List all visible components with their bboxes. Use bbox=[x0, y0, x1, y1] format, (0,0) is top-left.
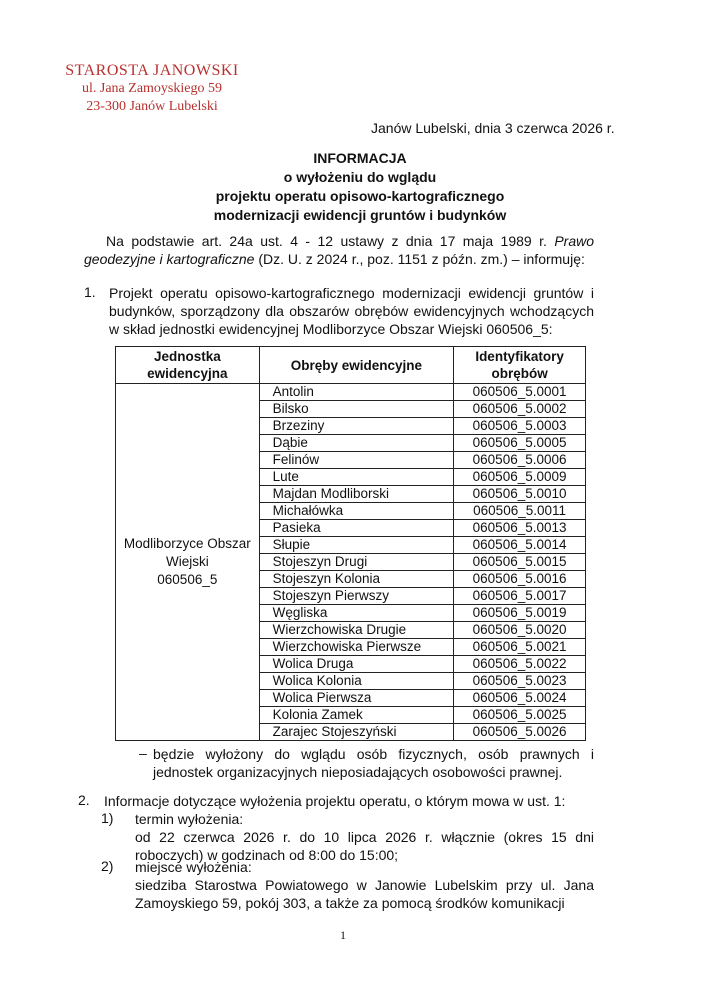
header-precincts: Obręby ewidencyjne bbox=[259, 347, 454, 384]
precinct-id: 060506_5.0019 bbox=[454, 605, 586, 622]
precinct-id: 060506_5.0017 bbox=[454, 588, 586, 605]
table-header-row bbox=[116, 347, 586, 384]
heading-title: INFORMACJA bbox=[313, 150, 407, 166]
precinct-name: Stojeszyn Kolonia bbox=[259, 571, 454, 588]
precinct-name: Michałówka bbox=[259, 503, 454, 520]
item-2-label: miejsce wyłożenia: bbox=[135, 859, 252, 875]
stamp-city: 23-300 Janów Lubelski bbox=[86, 99, 218, 114]
stamp-street: ul. Jana Zamoyskiego 59 bbox=[82, 81, 222, 96]
precinct-name: Zarajec Stojeszyński bbox=[259, 724, 454, 741]
precinct-id: 060506_5.0015 bbox=[454, 554, 586, 571]
intro-paragraph bbox=[84, 232, 594, 268]
precinct-id: 060506_5.0016 bbox=[454, 571, 586, 588]
precinct-name: Antolin bbox=[259, 384, 454, 401]
precinct-id: 060506_5.0022 bbox=[454, 656, 586, 673]
precinct-name: Stojeszyn Pierwszy bbox=[259, 588, 454, 605]
precinct-name: Majdan Modliborski bbox=[259, 486, 454, 503]
unit-cell: Modliborzyce Obszar Wiejski 060506_5 bbox=[116, 384, 260, 741]
document-heading bbox=[120, 149, 600, 225]
precinct-id: 060506_5.0014 bbox=[454, 537, 586, 554]
section-2-number: 2. bbox=[78, 792, 90, 808]
precinct-id: 060506_5.0010 bbox=[454, 486, 586, 503]
precinct-name: Wolica Pierwsza bbox=[259, 690, 454, 707]
precinct-name: Wolica Kolonia bbox=[259, 673, 454, 690]
precinct-name: Słupie bbox=[259, 537, 454, 554]
header-identifiers: Identyfikatory obrębów bbox=[454, 347, 586, 384]
precinct-id: 060506_5.0009 bbox=[454, 469, 586, 486]
precinct-name: Wierzchowiska Drugie bbox=[259, 622, 454, 639]
header-unit: Jednostka ewidencyjna bbox=[116, 347, 260, 384]
precinct-id: 060506_5.0001 bbox=[454, 384, 586, 401]
precinct-name: Pasieka bbox=[259, 520, 454, 537]
precinct-name: Wierzchowiska Pierwsze bbox=[259, 639, 454, 656]
item-1-text: od 22 czerwca 2026 r. do 10 lipca 2026 r. włącznie (okres 15 dni roboczych) w godzinach od 8:00 do 15:00; bbox=[135, 829, 594, 863]
heading-line-2: o wyłożeniu do wglądu bbox=[283, 169, 437, 185]
item-1-number: 1) bbox=[101, 810, 114, 826]
precinct-name: Lute bbox=[259, 469, 454, 486]
office-stamp bbox=[62, 62, 242, 116]
precinct-name: Wolica Druga bbox=[259, 656, 454, 673]
precinct-id: 060506_5.0021 bbox=[454, 639, 586, 656]
item-2-text: siedziba Starostwa Powiatowego w Janowie Lubelskim przy ul. Jana Zamoyskiego 59, pokój 303, a także za pomocą środków komunikacji bbox=[135, 877, 594, 911]
precinct-name: Kolonia Zamek bbox=[259, 707, 454, 724]
precinct-id: 060506_5.0023 bbox=[454, 673, 586, 690]
heading-line-4: modernizacji ewidencji gruntów i budynków bbox=[213, 207, 507, 223]
precinct-name: Bilsko bbox=[259, 401, 454, 418]
section-1-number: 1. bbox=[84, 284, 96, 300]
precinct-id: 060506_5.0024 bbox=[454, 690, 586, 707]
item-2-number: 2) bbox=[101, 858, 114, 874]
precinct-id: 060506_5.0002 bbox=[454, 401, 586, 418]
precinct-name: Dąbie bbox=[259, 435, 454, 452]
intro-act-title: Prawo geodezyjne i kartograficzne bbox=[84, 233, 594, 267]
intro-text-before: Na podstawie art. 24a ust. 4 - 12 ustawy z dnia 17 maja 1989 r. bbox=[106, 233, 547, 249]
precinct-id: 060506_5.0013 bbox=[454, 520, 586, 537]
precinct-id: 060506_5.0003 bbox=[454, 418, 586, 435]
heading-line-3: projektu operatu opisowo-kartograficznego bbox=[215, 188, 505, 204]
precinct-name: Felinów bbox=[259, 452, 454, 469]
intro-text-after: (Dz. U. z 2024 r., poz. 1151 z późn. zm.) – informuję: bbox=[258, 251, 585, 267]
precinct-id: 060506_5.0006 bbox=[454, 452, 586, 469]
precinct-name: Brzeziny bbox=[259, 418, 454, 435]
dash-mark: – bbox=[139, 745, 147, 761]
precinct-id: 060506_5.0020 bbox=[454, 622, 586, 639]
section-1-text: Projekt operatu opisowo-kartograficznego modernizacji ewidencji gruntów i budynków, sporządzony dla obszarów obrębów ewidencyjnych wchodzących w skład jednostki ewidencyjnej Modliborzyce Obszar Wiejski 060506_5: bbox=[109, 285, 594, 337]
precinct-name: Węgliska bbox=[259, 605, 454, 622]
dash-item-text: będzie wyłożony do wglądu osób fizycznych, osób prawnych i jednostek organizacyjnych nieposiadających osobowości prawnej. bbox=[153, 746, 594, 780]
document-date: Janów Lubelski, dnia 3 czerwca 2026 r. bbox=[371, 120, 615, 136]
item-1-label: termin wyłożenia: bbox=[135, 811, 244, 827]
precinct-id: 060506_5.0025 bbox=[454, 707, 586, 724]
stamp-title: STAROSTA JANOWSKI bbox=[65, 62, 239, 79]
precincts-table bbox=[115, 346, 586, 741]
section-2-text: Informacje dotyczące wyłożenia projektu operatu, o którym mowa w ust. 1: bbox=[104, 793, 566, 809]
precinct-id: 060506_5.0011 bbox=[454, 503, 586, 520]
page-number: 1 bbox=[340, 928, 346, 942]
precinct-id: 060506_5.0026 bbox=[454, 724, 586, 741]
table-row bbox=[116, 384, 586, 401]
precinct-id: 060506_5.0005 bbox=[454, 435, 586, 452]
precinct-name: Stojeszyn Drugi bbox=[259, 554, 454, 571]
